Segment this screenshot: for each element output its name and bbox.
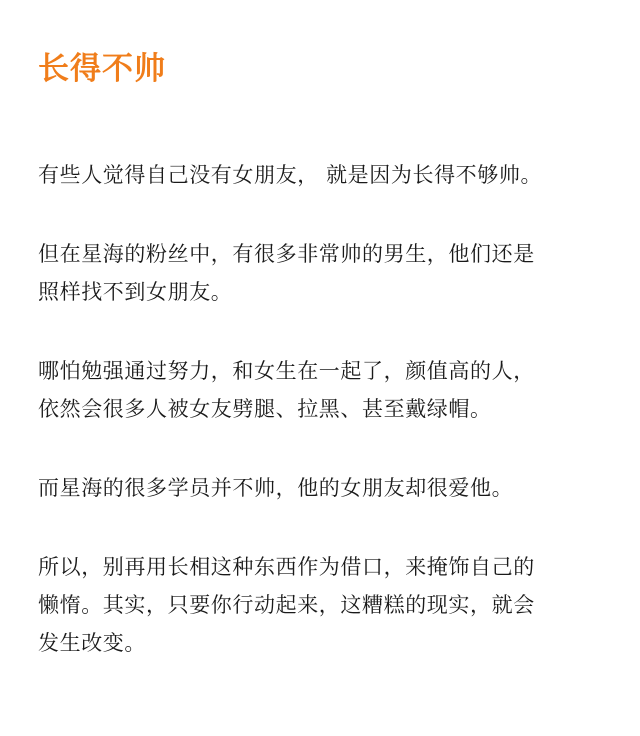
paragraph-5 — [38, 548, 602, 662]
paragraph-line: 但在星海的粉丝中，有很多非常帅的男生，他们还是 — [38, 242, 535, 266]
paragraph-line: 懒惰。其实，只要你行动起来，这糟糕的现实，就会 — [38, 593, 535, 617]
paragraph-line: 有些人觉得自己没有女朋友， 就是因为长得不够帅。 — [38, 163, 543, 187]
paragraph-line: 而星海的很多学员并不帅，他的女朋友却很爱他。 — [38, 476, 514, 500]
article-title: 长得不帅 — [38, 51, 166, 87]
paragraph-line: 所以，别再用长相这种东西作为借口，来掩饰自己的 — [38, 555, 535, 579]
article-body — [38, 156, 602, 662]
paragraph-line: 发生改变。 — [38, 631, 146, 655]
paragraph-1 — [38, 156, 602, 194]
paragraph-2 — [38, 235, 602, 311]
paragraph-line: 哪怕勉强通过努力，和女生在一起了，颜值高的人， — [38, 359, 535, 383]
paragraph-line: 照样找不到女朋友。 — [38, 280, 233, 304]
paragraph-line: 依然会很多人被女友劈腿、拉黑、甚至戴绿帽。 — [38, 397, 492, 421]
paragraph-3 — [38, 352, 602, 428]
paragraph-4 — [38, 469, 602, 507]
